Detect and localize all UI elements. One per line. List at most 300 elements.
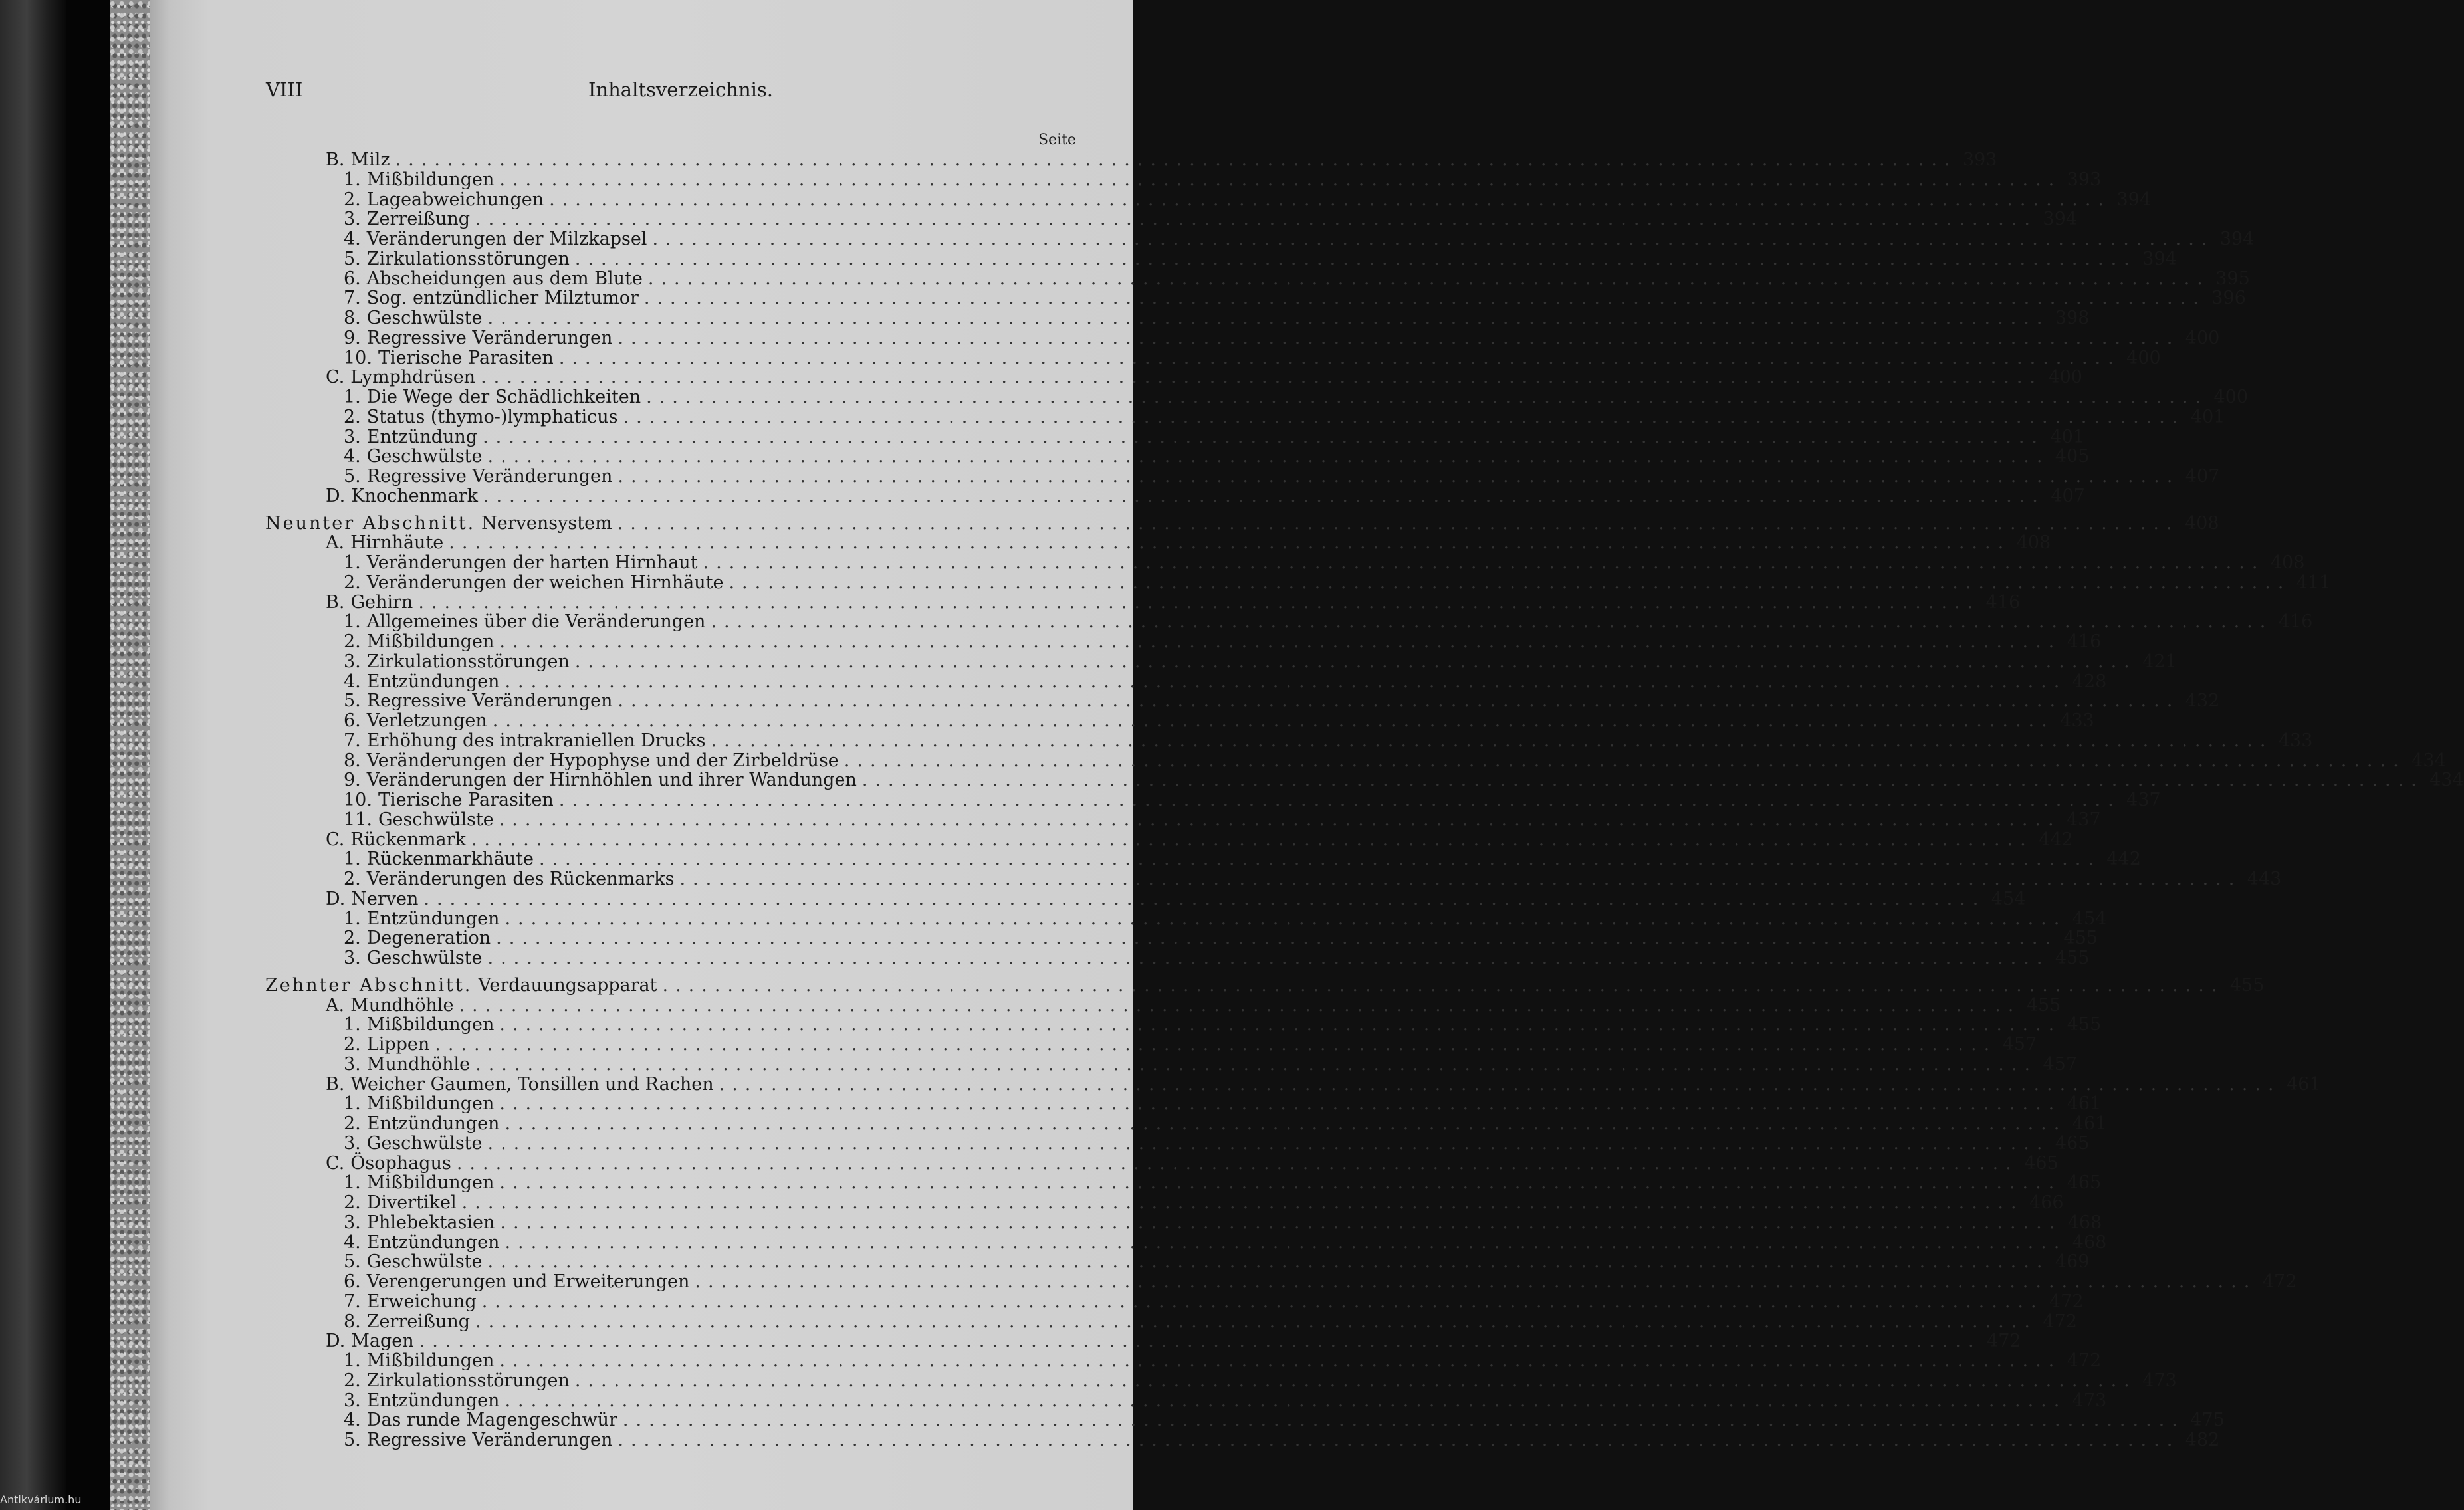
toc-entry-title: Rückenmark [350, 829, 466, 850]
toc-entry-title: Zerreißung [366, 209, 471, 230]
toc-entry-number: 3. [344, 1212, 361, 1233]
toc-entry [344, 611, 2313, 633]
dot-leader: ........................................................................................................................ [481, 367, 2043, 388]
toc-section-heading [265, 974, 2265, 996]
toc-entry-title: Entzündungen [366, 1232, 500, 1253]
toc-entry-title: Gehirn [350, 592, 413, 613]
toc-entry-number: 1. [344, 387, 361, 407]
dot-leader: ........................................................................................................................ [504, 1113, 2067, 1134]
toc-page-number: 465 [2067, 1172, 2102, 1194]
toc-entry-number: A. [326, 532, 345, 554]
toc-entry [344, 1172, 2102, 1194]
toc-page-number: 395 [2215, 268, 2250, 289]
toc-entry-title: Magen [351, 1331, 414, 1352]
toc-entry-title: Regressive Veränderungen [366, 327, 613, 348]
toc-entry-number: 2. [344, 1034, 361, 1055]
toc-entry [344, 691, 2220, 712]
dot-leader: ........................................................................................................................ [711, 730, 2273, 751]
dot-leader: ........................................................................................................................ [843, 750, 2406, 771]
toc-entry-title: Zirkulationsstörungen [366, 248, 570, 269]
toc-entry-title: Geschwülste [366, 308, 483, 328]
dot-leader: ........................................................................................................................ [728, 572, 2291, 593]
toc-entry-title: Sog. entzündlicher Milztumor [366, 288, 639, 309]
book-spine [0, 0, 66, 1510]
toc-entry-title: Mißbildungen [366, 1172, 495, 1194]
toc-entry-number: 2. [344, 189, 361, 210]
toc-entry-title: Entzündungen [366, 908, 500, 929]
toc-page-number: 394 [2219, 229, 2255, 249]
marbled-endpaper [110, 0, 150, 1510]
toc-page-number: 393 [2067, 169, 2102, 190]
toc-entry-number: D. [326, 485, 346, 506]
toc-entry-number: 2. [344, 1113, 361, 1134]
toc-page-number: 428 [2072, 671, 2107, 692]
dot-leader: ........................................................................................................................ [617, 466, 2180, 486]
dot-leader: ........................................................................................................................ [558, 790, 2121, 810]
toc-entry-title: Lageabweichungen [366, 189, 544, 210]
toc-entry [344, 928, 2098, 949]
toc-entry [344, 1132, 2090, 1154]
toc-entry-title: Zirkulationsstörungen [366, 1370, 570, 1391]
dot-leader: ........................................................................................................................ [646, 387, 2209, 407]
toc-entry-title: Milz [350, 150, 390, 170]
toc-entry-title: Mißbildungen [366, 1350, 495, 1371]
toc-entry [344, 710, 2094, 731]
toc-entry-number: D. [326, 888, 346, 909]
toc-page-number: 416 [1985, 592, 2021, 613]
toc-entry-number: D. [326, 1331, 346, 1352]
toc-entry [344, 1350, 2102, 1371]
toc-page-number: 468 [2067, 1212, 2102, 1233]
toc-entry [344, 1113, 2107, 1134]
toc-entry [344, 849, 2141, 870]
watermark: Antikvárium.hu [0, 1493, 82, 1506]
toc-entry [344, 671, 2107, 692]
dot-leader: ........................................................................................................................ [461, 1192, 2024, 1213]
toc-entry-number: 1. [344, 1172, 361, 1194]
dot-leader: ........................................................................................................................ [499, 1014, 2062, 1035]
toc-entry-title: Erhöhung des intrakraniellen Drucks [366, 730, 706, 751]
toc-entry-number: 1. [344, 1350, 361, 1371]
toc-entry-title: Geschwülste [378, 809, 494, 830]
toc-entry-number: 7. [344, 730, 361, 751]
toc-entry [344, 229, 2255, 249]
toc-entry-title: Nervensystem [481, 512, 612, 534]
toc-entry-title: Lymphdrüsen [350, 367, 476, 388]
dot-leader: ........................................................................................................................ [475, 209, 2037, 230]
toc-page-number: 473 [2072, 1390, 2107, 1411]
toc-entry [344, 308, 2090, 328]
toc-entry-title: Tierische Parasiten [378, 790, 554, 810]
toc-entry-title: Das runde Magengeschwür [366, 1410, 617, 1431]
toc-section-heading [265, 512, 2219, 534]
dot-leader: ........................................................................................................................ [499, 1093, 2062, 1115]
toc-page-number: 398 [2055, 308, 2090, 328]
toc-page-number: 455 [2229, 974, 2265, 996]
toc-entry-number: B. [326, 150, 345, 170]
dot-leader: ........................................................................................................................ [652, 229, 2215, 249]
toc-entry-title: Mißbildungen [366, 1093, 495, 1115]
dot-leader: ........................................................................................................................ [487, 1251, 2050, 1273]
toc-entry-title: Lippen [366, 1034, 430, 1055]
toc-page-number: 482 [2185, 1430, 2220, 1450]
toc-entry [326, 1152, 2059, 1174]
toc-entry-title: Mißbildungen [366, 1014, 495, 1035]
dot-leader: ........................................................................................................................ [475, 1311, 2037, 1332]
dot-leader: ........................................................................................................................ [496, 928, 2059, 949]
dot-leader: ........................................................................................................................ [539, 849, 2101, 870]
dot-leader: ........................................................................................................................ [395, 150, 1958, 170]
toc-page-number: 416 [2067, 631, 2102, 652]
toc-entry-title: Entzündung [366, 426, 478, 447]
toc-entry-number: 7. [344, 1291, 361, 1312]
toc-page-number: 411 [2296, 572, 2331, 593]
toc-entry [326, 888, 2026, 909]
dot-leader: ........................................................................................................................ [471, 829, 2033, 850]
toc-page-number: 472 [2262, 1271, 2297, 1292]
toc-entry-number: 4. [344, 671, 361, 692]
toc-entry-number: 6. [344, 710, 361, 731]
toc-entry-number: 2. [344, 631, 361, 652]
toc-entry [344, 1093, 2102, 1115]
dot-leader: ........................................................................................................................ [435, 1034, 1997, 1055]
toc-page-number: 468 [2072, 1232, 2107, 1253]
dot-leader: ........................................................................................................................ [499, 1350, 2062, 1371]
toc-entry [344, 770, 2464, 791]
dot-leader: ........................................................................................................................ [647, 268, 2210, 289]
toc-page-number: 469 [2055, 1251, 2090, 1273]
toc-page-number: 393 [1962, 150, 1997, 170]
toc-entry [344, 1390, 2107, 1411]
toc-page-number: 455 [2055, 948, 2090, 968]
toc-entry-title: Nerven [351, 888, 419, 909]
toc-entry [326, 1073, 2321, 1095]
toc-entry-number: 3. [344, 948, 361, 968]
dot-leader: ........................................................................................................................ [617, 1430, 2180, 1450]
toc-entry-number: 7. [344, 288, 361, 309]
toc-entry-number: 2. [344, 1192, 361, 1213]
toc-page-number: 442 [2039, 829, 2073, 850]
dot-leader: ........................................................................................................................ [487, 948, 2050, 968]
toc-page-number: 394 [2043, 209, 2077, 230]
toc-entry-number: C. [326, 829, 345, 850]
toc-page-number: 401 [2050, 426, 2084, 447]
toc-entry-number: 4. [344, 1232, 361, 1253]
toc-entry-title: Regressive Veränderungen [366, 691, 613, 712]
toc-entry-title: Veränderungen der weichen Hirnhäute [366, 572, 724, 593]
toc-entry-number: 4. [344, 229, 361, 249]
toc-page-number: 400 [2126, 347, 2161, 368]
toc-entry [344, 466, 2220, 486]
page-title: Inhaltsverzeichnis. [588, 78, 774, 101]
toc-page-number: 434 [2411, 750, 2446, 771]
dot-leader: ........................................................................................................................ [574, 651, 2137, 672]
toc-entry-title: Regressive Veränderungen [366, 466, 613, 486]
toc-entry [344, 169, 2102, 190]
toc-entry [344, 631, 2102, 652]
toc-page-number: 442 [2106, 849, 2141, 870]
toc-page-number: 461 [2072, 1113, 2107, 1134]
toc-entry [326, 829, 2073, 850]
toc-entry-number: 6. [344, 268, 361, 289]
toc-entry [344, 1192, 2064, 1213]
toc-page-number: 394 [2116, 189, 2152, 210]
toc-page-number: 408 [2270, 552, 2305, 573]
dot-leader: ........................................................................................................................ [483, 485, 2045, 506]
toc-entry-number: 3. [344, 1390, 361, 1411]
toc-entry-number: 3. [344, 426, 361, 447]
toc-entry [344, 572, 2331, 593]
toc-entry-title: Abscheidungen aus dem Blute [366, 268, 643, 289]
toc-entry-number: 5. [344, 1430, 361, 1450]
column-label-seite: Seite [1038, 132, 1076, 148]
toc-entry [326, 1331, 2021, 1352]
dot-leader: ........................................................................................................................ [622, 1410, 2185, 1431]
toc-page-number: 461 [2286, 1073, 2321, 1095]
toc-entry-number: 1. [344, 1014, 361, 1035]
dot-leader: ........................................................................................................................ [504, 671, 2067, 692]
dot-leader: ........................................................................................................................ [499, 1172, 2062, 1194]
toc-entry [344, 651, 2177, 672]
toc-entry-title: Veränderungen der Hirnhöhlen und ihrer Wandungen [366, 770, 857, 791]
toc-entry-title: Allgemeines über die Veränderungen [366, 611, 706, 633]
toc-entry-title: Veränderungen der harten Hirnhaut [366, 552, 698, 573]
toc-entry-title: Status (thymo-)lymphaticus [366, 406, 618, 427]
toc-entry-title: Phlebektasien [366, 1212, 495, 1233]
toc-entry-number: 8. [344, 1311, 361, 1332]
dot-leader: ........................................................................................................................ [703, 552, 2265, 573]
toc-entry-number: 11. [344, 809, 372, 830]
toc-page-number: 455 [2063, 928, 2098, 949]
dot-leader: ........................................................................................................................ [504, 1232, 2067, 1253]
dot-leader: ........................................................................................................................ [475, 1053, 2038, 1075]
toc-page-number: 472 [1987, 1331, 2021, 1352]
dot-leader: ........................................................................................................................ [574, 1370, 2137, 1391]
dot-leader: ........................................................................................................................ [449, 532, 2011, 554]
toc-page-number: 454 [2072, 908, 2107, 929]
toc-entry-number: 1. [344, 611, 361, 633]
toc-entry-number: B. [326, 592, 345, 613]
dot-leader: ........................................................................................................................ [617, 327, 2180, 348]
dot-leader: ........................................................................................................................ [481, 1291, 2044, 1312]
toc-entry [344, 948, 2090, 968]
toc-entry [344, 809, 2101, 830]
dot-leader: ........................................................................................................................ [483, 426, 2045, 447]
toc-entry-number: B. [326, 1073, 345, 1095]
toc-entry-title: Entzündungen [366, 1113, 500, 1134]
toc-entry-title: Erweichung [366, 1291, 477, 1312]
toc-entry-number: 8. [344, 750, 361, 771]
toc-page-number: 433 [2060, 710, 2094, 731]
toc-page-number: 394 [2142, 248, 2177, 269]
toc-page-number: 461 [2067, 1093, 2102, 1115]
toc-page-number: 421 [2142, 651, 2177, 672]
toc-entry-title: Verengerungen und Erweiterungen [366, 1271, 690, 1292]
toc-entry [344, 248, 2177, 269]
toc-page-number: 475 [2190, 1410, 2225, 1431]
toc-entry-number: 4. [344, 446, 361, 467]
toc-entry [344, 347, 2161, 368]
toc-entry-number: 1. [344, 169, 361, 190]
toc-entry-title: Verdauungsapparat [478, 974, 657, 996]
dot-leader: ........................................................................................................................ [487, 1132, 2050, 1154]
toc-entry-number: 1. [344, 552, 361, 573]
toc-entry-number: 2. [344, 928, 361, 949]
toc-entry-number: 3. [344, 209, 361, 230]
dot-leader: ........................................................................................................................ [418, 592, 1981, 613]
toc-entry-number: 8. [344, 308, 361, 328]
toc-entry-title: Die Wege der Schädlichkeiten [366, 387, 641, 407]
toc-entry-number: A. [326, 994, 345, 1016]
toc-entry-title: Veränderungen der Hypophyse und der Zirbeldrüse [366, 750, 839, 771]
dot-leader: ........................................................................................................................ [623, 406, 2185, 427]
toc-entry-number: 9. [344, 770, 361, 791]
toc-page-number: 455 [2026, 994, 2061, 1016]
toc-page-number: 454 [1991, 888, 2026, 909]
toc-entry-number: C. [326, 1152, 345, 1174]
toc-entry-number: 9. [344, 327, 361, 348]
dot-leader: ........................................................................................................................ [487, 446, 2050, 467]
toc-page-number: 443 [2247, 869, 2282, 889]
dot-leader: ........................................................................................................................ [487, 308, 2050, 328]
toc-entry [344, 327, 2220, 348]
toc-entry-title: Zirkulationsstörungen [366, 651, 570, 672]
dot-leader: ........................................................................................................................ [499, 169, 2062, 190]
toc-page-number: 408 [2016, 532, 2051, 554]
dot-leader: ........................................................................................................................ [643, 288, 2206, 309]
toc-entry [344, 790, 2161, 810]
toc-entry [344, 446, 2090, 467]
toc-entry-title: Hirnhäute [350, 532, 444, 554]
toc-entry [326, 994, 2061, 1016]
toc-entry-title: Entzündungen [366, 1390, 500, 1411]
toc-entry-number: 4. [344, 1410, 361, 1431]
dot-leader: ........................................................................................................................ [499, 809, 2061, 830]
dot-leader: ........................................................................................................................ [617, 691, 2180, 712]
toc-entry-title: Geschwülste [366, 1132, 483, 1154]
toc-entry-title: Veränderungen des Rückenmarks [366, 869, 675, 889]
toc-page-number: 437 [2126, 790, 2161, 810]
toc-entry [326, 532, 2051, 554]
toc-entry [344, 869, 2282, 889]
toc-entry-title: Ösophagus [350, 1152, 451, 1174]
toc-entry-title: Zerreißung [366, 1311, 471, 1332]
dot-leader: ........................................................................................................................ [695, 1271, 2257, 1292]
dot-leader: ........................................................................................................................ [456, 1152, 2019, 1174]
dot-leader: ........................................................................................................................ [662, 974, 2225, 996]
toc-entry [344, 209, 2077, 230]
toc-entry [344, 1014, 2102, 1035]
toc-page-number: 408 [2185, 512, 2219, 534]
toc-entry [344, 1053, 2078, 1075]
toc-entry-title: Mißbildungen [366, 631, 495, 652]
dot-leader: ........................................................................................................................ [504, 1390, 2067, 1411]
toc-entry-number: 1. [344, 849, 361, 870]
toc-entry [326, 150, 1997, 170]
toc-entry-title: Geschwülste [366, 948, 483, 968]
toc-entry-title: Mißbildungen [366, 169, 495, 190]
dot-leader: ........................................................................................................................ [492, 710, 2055, 731]
toc-page-number: 433 [2278, 730, 2313, 751]
toc-page-number: 400 [2048, 367, 2082, 388]
toc-page-number: 472 [2043, 1311, 2077, 1332]
dot-leader: ........................................................................................................................ [459, 994, 2021, 1016]
toc-entry [344, 750, 2446, 771]
toc-entry-number: 5. [344, 466, 361, 486]
toc-page-number: 466 [2029, 1192, 2064, 1213]
toc-page-number: 437 [2067, 809, 2101, 830]
toc-page-number: 407 [2185, 466, 2220, 486]
toc-entry-title: Tierische Parasiten [378, 347, 554, 368]
toc-entry [344, 1430, 2220, 1450]
toc-entry-number: 10. [344, 347, 372, 368]
dot-leader: ........................................................................................................................ [558, 347, 2121, 368]
toc-entry-title: Mundhöhle [366, 1053, 471, 1075]
toc-page-number: 472 [2067, 1350, 2102, 1371]
toc-page-number: 457 [2043, 1053, 2078, 1075]
toc-entry [344, 1034, 2037, 1055]
dot-leader: ........................................................................................................................ [504, 908, 2067, 929]
toc-entry-number: Neunter Abschnitt. [265, 512, 476, 534]
toc-page-number: 401 [2190, 406, 2225, 427]
toc-entry [326, 485, 2085, 506]
toc-entry [344, 268, 2250, 289]
toc-entry [326, 592, 2021, 613]
toc-entry-number: 5. [344, 1251, 361, 1273]
toc-entry-title: Geschwülste [366, 1251, 483, 1273]
toc-entry-number: 1. [344, 908, 361, 929]
toc-entry-number: 1. [344, 1093, 361, 1115]
toc-page-number: 457 [2002, 1034, 2037, 1055]
page-number: VIII [266, 78, 303, 101]
toc-entry-title: Verletzungen [366, 710, 487, 731]
toc-page-number: 407 [2051, 485, 2085, 506]
dot-leader: ........................................................................................................................ [679, 869, 2242, 889]
toc-entry-number: 2. [344, 869, 361, 889]
dot-leader: ........................................................................................................................ [711, 611, 2273, 633]
toc-entry-title: Veränderungen der Milzkapsel [366, 229, 647, 249]
toc-entry-number: 6. [344, 1271, 361, 1292]
dot-leader: ........................................................................................................................ [499, 631, 2062, 652]
toc-entry-number: Zehnter Abschnitt. [265, 974, 473, 996]
toc-entry [344, 730, 2313, 751]
dot-leader: ........................................................................................................................ [423, 888, 1986, 909]
toc-page-number: 396 [2211, 288, 2246, 309]
dot-leader: ........................................................................................................................ [861, 770, 2424, 791]
toc-entry-title: Geschwülste [366, 446, 483, 467]
toc-entry [344, 1271, 2297, 1292]
toc-entry [344, 426, 2084, 447]
toc-entry [344, 288, 2246, 309]
toc-entry-title: Mundhöhle [350, 994, 454, 1016]
dot-leader: ........................................................................................................................ [574, 248, 2137, 269]
toc-entry-number: 5. [344, 248, 361, 269]
toc-page-number: 400 [2213, 387, 2249, 407]
toc-entry-title: Weicher Gaumen, Tonsillen und Rachen [350, 1073, 714, 1095]
toc-entry-number: 3. [344, 651, 361, 672]
toc-entry [344, 1370, 2177, 1391]
toc-entry [344, 1232, 2107, 1253]
toc-entry-title: Entzündungen [366, 671, 500, 692]
toc-entry [344, 387, 2249, 407]
toc-entry-number: 10. [344, 790, 372, 810]
dot-leader: ........................................................................................................................ [617, 512, 2180, 534]
toc-entry [344, 552, 2305, 573]
toc-page-number: 465 [2024, 1152, 2059, 1174]
toc-page-number: 473 [2142, 1370, 2177, 1391]
spine-binding [66, 0, 110, 1510]
dot-leader: ........................................................................................................................ [419, 1331, 1981, 1352]
